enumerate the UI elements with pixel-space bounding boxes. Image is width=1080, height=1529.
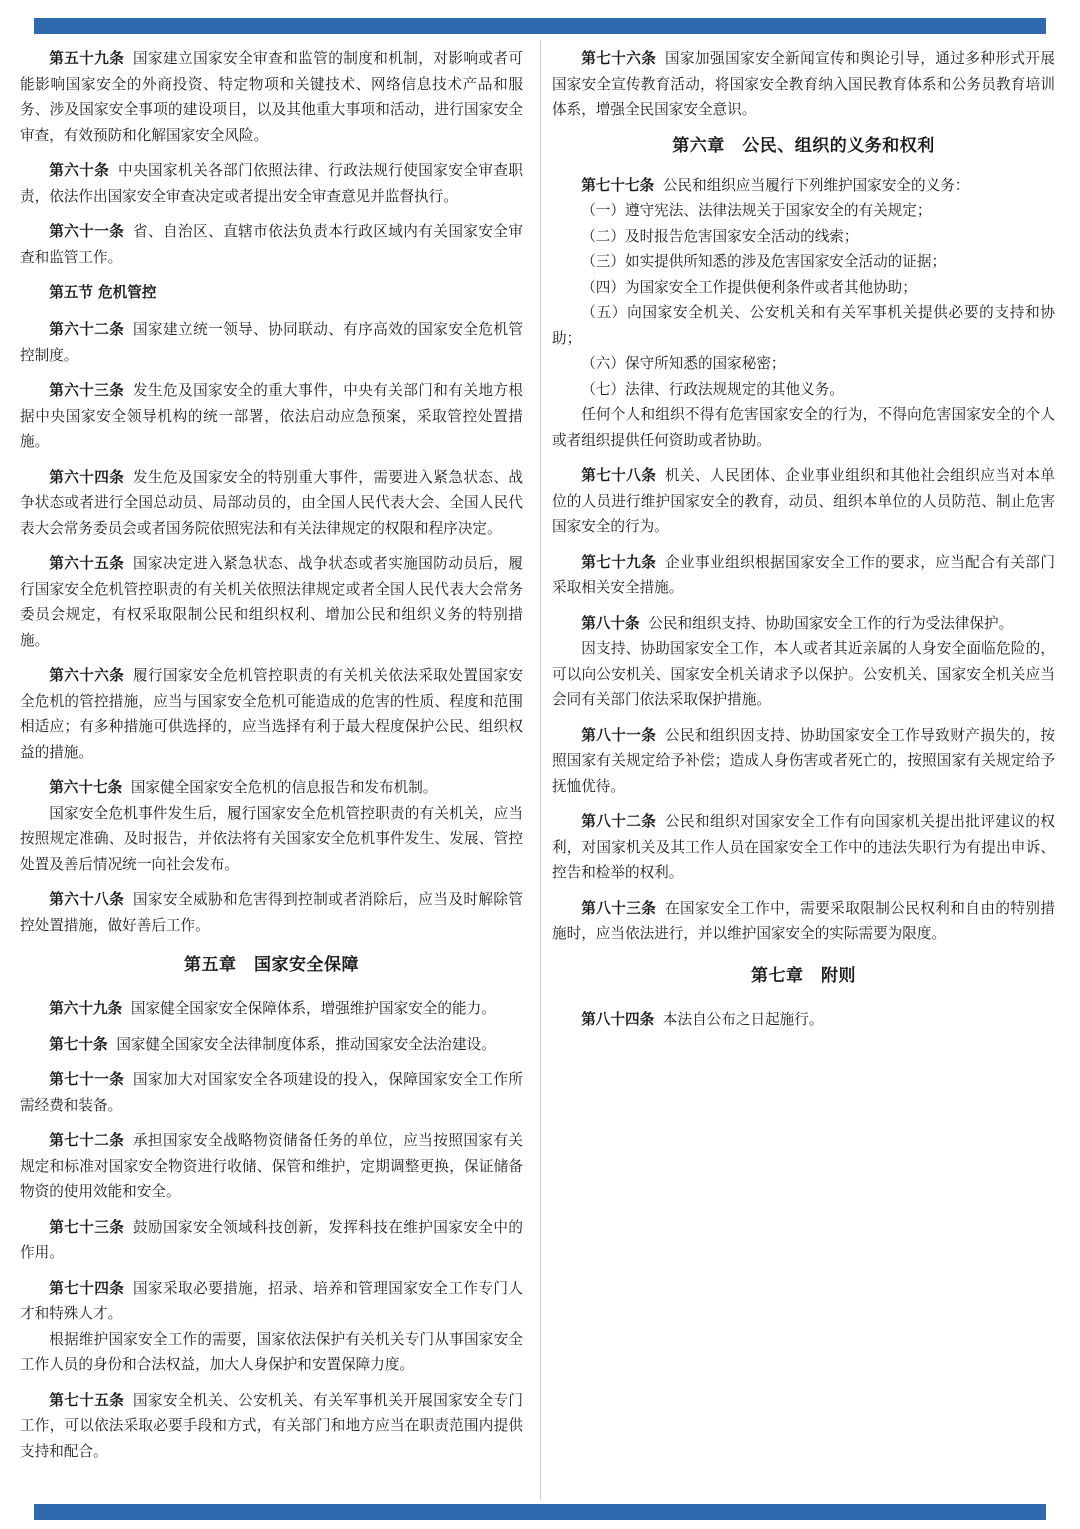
article-72 <box>20 1128 523 1205</box>
article-text: 公民和组织对国家安全工作有向国家机关提出批评建议的权利，对国家机关及其工作人员在国家安全工作中的违法失职行为有提出申诉、控告和检举的权利。 <box>552 813 1055 881</box>
article-text: 公民和组织应当履行下列维护国家安全的义务： <box>662 176 970 194</box>
bottom-decorative-bar <box>34 1504 1046 1520</box>
article-80 <box>552 611 1055 637</box>
article-66 <box>20 663 523 765</box>
right-column <box>552 46 1055 1042</box>
article-text: 鼓励国家安全领域科技创新，发挥科技在维护国家安全中的作用。 <box>20 1218 523 1261</box>
article-text: 本法自公布之日起施行。 <box>662 1010 824 1028</box>
article-label: 第六十二条 <box>49 321 125 338</box>
article-text: 公民和组织支持、协助国家安全工作的行为受法律保护。 <box>648 614 1014 632</box>
article-text: 国家健全国家安全危机的信息报告和发布机制。 <box>130 779 438 796</box>
article-67 <box>20 775 523 801</box>
article-74-paragraph: 根据维护国家安全工作的需要，国家依法保护有关机关专门从事国家安全工作人员的身份和合法权益，加大人身保护和安置保障力度。 <box>20 1330 523 1373</box>
article-77-item-4: （四）为国家安全工作提供便利条件或者其他协助； <box>581 278 917 296</box>
article-text: 公民和组织因支持、协助国家安全工作导致财产损失的，按照国家有关规定给予补偿；造成人身伤害或者死亡的，按照国家有关规定给予抚恤优待。 <box>552 726 1055 795</box>
article-text: 国家决定进入紧急状态、战争状态或者实施国防动员后，履行国家安全危机管控职责的有关机关依照法律规定或者全国人民代表大会常务委员会规定，有权采取限制公民和组织权利、增加公民和组织义务的特别措施。 <box>20 555 523 649</box>
article-text: 发生危及国家安全的重大事件，中央有关部门和有关地方根据中央国家安全领导机构的统一部署，依法启动应急预案，采取管控处置措施。 <box>20 382 523 450</box>
article-77-item-6: （六）保守所知悉的国家秘密； <box>581 355 786 372</box>
article-65 <box>20 551 523 653</box>
article-84 <box>552 1007 1055 1033</box>
article-82 <box>552 809 1055 886</box>
article-text: 国家建立统一领导、协同联动、有序高效的国家安全危机管控制度。 <box>20 321 523 364</box>
article-77-item-1: （一）遵守宪法、法律法规关于国家安全的有关规定； <box>581 202 932 219</box>
article-label: 第七十条 <box>49 1035 108 1053</box>
article-text: 国家安全机关、公安机关、有关军事机关开展国家安全专门工作，可以依法采取必要手段和方式，有关部门和地方应当在职责范围内提供支持和配合。 <box>20 1391 523 1460</box>
article-label: 第七十一条 <box>49 1071 125 1088</box>
article-label: 第七十六条 <box>581 50 657 67</box>
article-label: 第七十七条 <box>581 176 655 194</box>
article-75 <box>20 1388 523 1465</box>
article-label: 第八十三条 <box>581 899 657 917</box>
top-decorative-bar <box>34 18 1046 34</box>
article-79 <box>552 550 1055 601</box>
article-label: 第八十二条 <box>581 813 657 830</box>
article-label: 第六十四条 <box>49 468 125 486</box>
article-60 <box>20 158 523 209</box>
article-label: 第六十八条 <box>49 891 125 908</box>
article-label: 第八十条 <box>581 614 640 632</box>
article-59 <box>20 46 523 148</box>
article-69 <box>20 996 523 1022</box>
article-61 <box>20 219 523 270</box>
article-text: 发生危及国家安全的特别重大事件，需要进入紧急状态、战争状态或者进行全国总动员、局部动员的，由全国人民代表大会、全国人民代表大会常务委员会或者国务院依照宪法和有关法律规定的权限和程序决定。 <box>20 468 523 537</box>
article-label: 第六十六条 <box>49 667 125 684</box>
article-text: 国家加强国家安全新闻宣传和舆论引导，通过多种形式开展国家安全宣传教育活动，将国家安全教育纳入国民教育体系和公务员教育培训体系，增强全民国家安全意识。 <box>552 50 1055 118</box>
article-77-paragraph: 任何个人和组织不得有危害国家安全的行为，不得向危害国家安全的个人或者组织提供任何资助或者协助。 <box>552 406 1055 449</box>
article-77-item-5: （五）向国家安全机关、公安机关和有关军事机关提供必要的支持和协助； <box>552 304 1055 347</box>
article-label: 第七十五条 <box>49 1391 125 1409</box>
article-text: 国家建立国家安全审查和监管的制度和机制，对影响或者可能影响国家安全的外商投资、特定物项和关键技术、网络信息技术产品和服务、涉及国家安全事项的建设项目，以及其他重大事项和活动，进行国家安全审查，有效预防和化解国家安全风险。 <box>20 50 523 144</box>
article-77-item-2: （二）及时报告危害国家安全活动的线索； <box>581 227 859 245</box>
article-77-item-7: （七）法律、行政法规规定的其他义务。 <box>581 380 844 398</box>
article-text: 国家安全威胁和危害得到控制或者消除后，应当及时解除管控处置措施，做好善后工作。 <box>20 891 523 934</box>
article-label: 第六十七条 <box>49 779 123 796</box>
article-label: 第七十九条 <box>581 553 657 571</box>
article-83 <box>552 896 1055 947</box>
left-column <box>20 46 523 1474</box>
article-text: 国家健全国家安全保障体系，增强维护国家安全的能力。 <box>130 1000 496 1017</box>
article-80-paragraph: 因支持、协助国家安全工作，本人或者其近亲属的人身安全面临危险的，可以向公安机关、国家安全机关请求予以保护。公安机关、国家安全机关应当会同有关部门依法采取保护措施。 <box>552 640 1055 708</box>
article-63 <box>20 378 523 455</box>
article-label: 第六十一条 <box>49 223 125 240</box>
article-76 <box>552 46 1055 123</box>
article-label: 第六十九条 <box>49 1000 123 1017</box>
article-text: 中央国家机关各部门依照法律、行政法规行使国家安全审查职责，依法作出国家安全审查决定或者提出安全审查意见并监督执行。 <box>20 162 523 205</box>
column-divider <box>540 40 541 1500</box>
article-81 <box>552 723 1055 800</box>
article-label: 第六十五条 <box>49 555 125 572</box>
article-71 <box>20 1067 523 1118</box>
article-text: 国家健全国家安全法律制度体系，推动国家安全法治建设。 <box>116 1035 496 1053</box>
article-text: 在国家安全工作中，需要采取限制公民权利和自由的特别措施时，应当依法进行，并以维护国家安全的实际需要为限度。 <box>552 899 1055 942</box>
article-67-paragraph: 国家安全危机事件发生后，履行国家安全危机管控职责的有关机关，应当按照规定准确、及时报告，并依法将有关国家安全危机事件发生、发展、管控处置及善后情况统一向社会发布。 <box>20 804 523 873</box>
chapter-5-heading: 第五章 国家安全保障 <box>184 955 359 975</box>
article-label: 第七十二条 <box>49 1132 125 1149</box>
article-label: 第六十条 <box>49 162 110 179</box>
chapter-6-heading: 第六章 公民、组织的义务和权利 <box>672 135 935 156</box>
article-label: 第七十三条 <box>49 1218 125 1236</box>
article-68 <box>20 887 523 938</box>
article-74 <box>20 1276 523 1327</box>
article-text: 企业事业组织根据国家安全工作的要求，应当配合有关部门采取相关安全措施。 <box>552 553 1055 596</box>
article-64 <box>20 465 523 542</box>
article-70 <box>20 1032 523 1058</box>
article-label: 第五十九条 <box>49 50 125 67</box>
article-78 <box>552 463 1055 540</box>
article-77 <box>552 173 1055 199</box>
article-text: 国家采取必要措施，招录、培养和管理国家安全工作专门人才和特殊人才。 <box>20 1279 523 1322</box>
article-label: 第七十四条 <box>49 1279 125 1297</box>
article-73 <box>20 1215 523 1266</box>
article-77-item-3: （三）如实提供所知悉的涉及危害国家安全活动的证据； <box>581 253 947 270</box>
article-text: 承担国家安全战略物资储备任务的单位，应当按照国家有关规定和标准对国家安全物资进行收储、保管和维护，定期调整更换，保证储备物资的使用效能和安全。 <box>20 1132 523 1200</box>
article-62 <box>20 317 523 368</box>
article-text: 省、自治区、直辖市依法负责本行政区域内有关国家安全审查和监管工作。 <box>20 223 523 266</box>
article-text: 机关、人民团体、企业事业组织和其他社会组织应当对本单位的人员进行维护国家安全的教育，动员、组织本单位的人员防范、制止危害国家安全的行为。 <box>552 467 1055 535</box>
article-label: 第八十四条 <box>581 1010 655 1028</box>
article-text: 国家加大对国家安全各项建设的投入，保障国家安全工作所需经费和装备。 <box>20 1071 523 1114</box>
article-text: 履行国家安全危机管控职责的有关机关依法采取处置国家安全危机的管控措施，应当与国家安全危机可能造成的危害的性质、程度和范围相适应；有多种措施可供选择的，应当选择有利于最大程度保护公民、组织权益的措施。 <box>20 667 523 761</box>
chapter-7-heading: 第七章 附则 <box>751 965 856 986</box>
article-label: 第八十一条 <box>581 726 657 744</box>
article-label: 第七十八条 <box>581 467 657 484</box>
article-label: 第六十三条 <box>49 382 125 399</box>
section-heading-crisis-control: 第五节 危机管控 <box>49 284 157 301</box>
